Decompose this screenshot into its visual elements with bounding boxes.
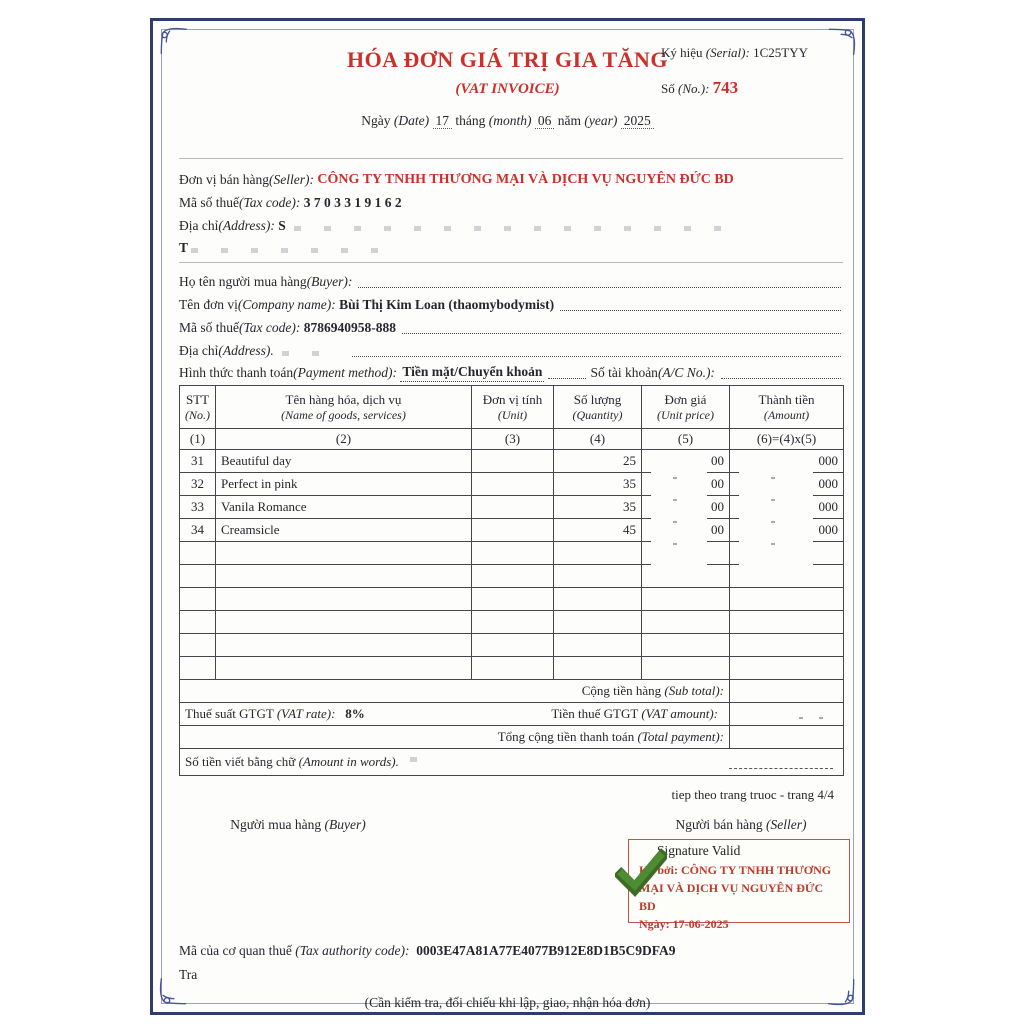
table-row: 31 Beautiful day 25 00 000 [180, 450, 844, 473]
date-year: 2025 [621, 113, 654, 129]
total-payment-value [730, 726, 844, 749]
subtotal-row: Cộng tiền hàng (Sub total): [180, 680, 844, 703]
col-header-stt: STT (No.) [180, 386, 216, 429]
dotted-fill-line [721, 364, 841, 379]
serial-label: Ký hiệu [661, 45, 703, 60]
invoice-page [150, 18, 865, 1015]
table-empty-row [180, 588, 844, 611]
dashed-fill-line [729, 768, 833, 769]
buyer-company-row: Tên đơn vị (Company name): Bùi Thị Kim Loan (thaomybodymist) [179, 296, 843, 314]
redaction-patch [739, 508, 813, 522]
vat-amount-label: Tiền thuế GTGT (VAT amount): [551, 706, 718, 721]
vat-amount-value [730, 703, 844, 726]
tax-authority-row: Mã của cơ quan thuế (Tax authority code): 0003E47A81A77E4077B912E8D1B5C9DFA9 [179, 943, 676, 958]
dotted-fill-line [560, 296, 841, 311]
table-row: 32 Perfect in pink 35 00 000 [180, 473, 844, 496]
truncated-text: Tra [179, 967, 198, 982]
divider-seller-buyer [179, 262, 843, 263]
tax-authority-code: 0003E47A81A77E4077B912E8D1B5C9DFA9 [416, 943, 676, 958]
seller-taxcode: 3 7 0 3 3 1 9 1 6 2 [303, 195, 402, 210]
invoice-number-value: 743 [712, 78, 739, 97]
checkmark-icon [615, 848, 667, 900]
seller-address-partial: S [278, 218, 286, 233]
redacted-text-trace [294, 226, 734, 231]
amount-in-words-row: Số tiền viết bằng chữ (Amount in words). [180, 749, 844, 776]
pagination-note: tiep theo trang truoc - trang 4/4 [671, 787, 834, 802]
subtotal-value [730, 680, 844, 703]
invoice-date: Ngày (Date) 17 tháng (month) 06 năm (year) 2025 [153, 113, 862, 129]
seller-address-partial-2: T [179, 240, 189, 255]
redacted-text-trace [410, 757, 420, 762]
redaction-patch [651, 486, 707, 500]
vat-row [180, 703, 844, 726]
serial-value: 1C25TYY [753, 45, 808, 60]
seller-name: CÔNG TY TNHH THƯƠNG MẠI VÀ DỊCH VỤ NGUYÊN ĐỨC BD [317, 172, 734, 187]
col-header-price: Đơn giá (Unit price) [642, 386, 730, 429]
vat-rate-value: 8% [345, 706, 365, 721]
redaction-patch [739, 530, 813, 544]
redaction-patch [739, 486, 813, 500]
seller-name-row: Đơn vị bán hàng (Seller): CÔNG TY TNHH THƯƠNG MẠI VÀ DỊCH VỤ NGUYÊN ĐỨC BD [179, 171, 734, 187]
invoice-number-field: Số (No.): 743 [661, 78, 739, 97]
dotted-fill-line [548, 364, 586, 379]
redaction-patch [651, 508, 707, 522]
signed-date: 17-06-2025 [672, 917, 729, 931]
buyer-signature-label: Người mua hàng (Buyer) [230, 817, 366, 832]
invoice-title: HÓA ĐƠN GIÁ TRỊ GIA TĂNG [346, 47, 669, 72]
redaction-patch [739, 464, 813, 478]
dotted-fill-line [352, 342, 841, 357]
table-colnum-row: (1) (2) (3) (4) (5) (6)=(4)x(5) [180, 429, 844, 450]
invoice-subtitle: (VAT INVOICE) [455, 81, 560, 97]
table-empty-row [180, 611, 844, 634]
seller-address-row: Địa chỉ (Address): S [179, 218, 843, 235]
redaction-patch [651, 464, 707, 478]
buyer-taxcode-row: Mã số thuế (Tax code): 8786940958-888 [179, 319, 843, 337]
serial-field: Ký hiệu (Serial): 1C25TYY [661, 45, 808, 60]
date-day: 17 [433, 113, 453, 129]
table-row: 34 Creamsicle 45 00 000 [180, 519, 844, 542]
col-header-unit: Đơn vị tính (Unit) [472, 386, 554, 429]
redacted-text-trace [191, 248, 391, 253]
dotted-fill-line [358, 273, 841, 288]
buyer-taxcode: 8786940958-888 [303, 319, 396, 335]
seller-signature-label: Người bán hàng (Seller) [675, 817, 807, 832]
col-header-name: Tên hàng hóa, dịch vụ (Name of goods, services) [216, 386, 472, 429]
col-header-amount: Thành tiền (Amount) [730, 386, 844, 429]
dotted-fill-line [402, 319, 841, 334]
footer-note: (Cần kiểm tra, đối chiếu khi lập, giao, nhận hóa đơn) [364, 995, 651, 1010]
table-empty-row [180, 657, 844, 680]
table-empty-row [180, 634, 844, 657]
payment-method-value: Tiền mặt/Chuyển khoản [400, 364, 544, 382]
number-label: Số [661, 81, 675, 96]
date-month: 06 [535, 113, 555, 129]
signed-by-text: Ký bởi: CÔNG TY TNHH THƯƠNG MẠI VÀ DỊCH VỤ NGUYÊN ĐỨC BD Ngày: 17-06-2025 [639, 863, 832, 931]
table-row: 33 Vanila Romance 35 00 000 [180, 496, 844, 519]
redaction-patch [651, 552, 707, 566]
digital-signature-stamp [628, 839, 850, 931]
seller-address-row-2 [179, 240, 843, 257]
seller-taxcode-row: Mã số thuế (Tax code): 3 7 0 3 3 1 9 1 6 2 [179, 195, 402, 210]
redaction-patch [739, 552, 813, 566]
buyer-address-row: Địa chỉ (Address). [179, 342, 843, 360]
goods-table [179, 385, 843, 776]
col-header-qty: Số lượng (Quantity) [554, 386, 642, 429]
divider-header [179, 158, 843, 159]
vat-rate-field: Thuế suất GTGT (VAT rate): 8% [185, 706, 365, 721]
buyer-name-row: Họ tên người mua hàng (Buyer): [179, 273, 843, 291]
buyer-company-name: Bùi Thị Kim Loan (thaomybodymist) [339, 296, 555, 312]
redacted-text-trace [282, 351, 342, 356]
table-empty-row [180, 565, 844, 588]
redaction-patch [651, 530, 707, 544]
table-header-row [180, 386, 844, 429]
signature-valid-text: Signature Valid [657, 843, 741, 858]
payment-method-row: Hình thức thanh toán (Payment method): Tiền mặt/Chuyển khoản Số tài khoản (A/C No.): [179, 364, 843, 382]
total-payment-row: Tổng cộng tiền thanh toán (Total payment): [180, 726, 844, 749]
